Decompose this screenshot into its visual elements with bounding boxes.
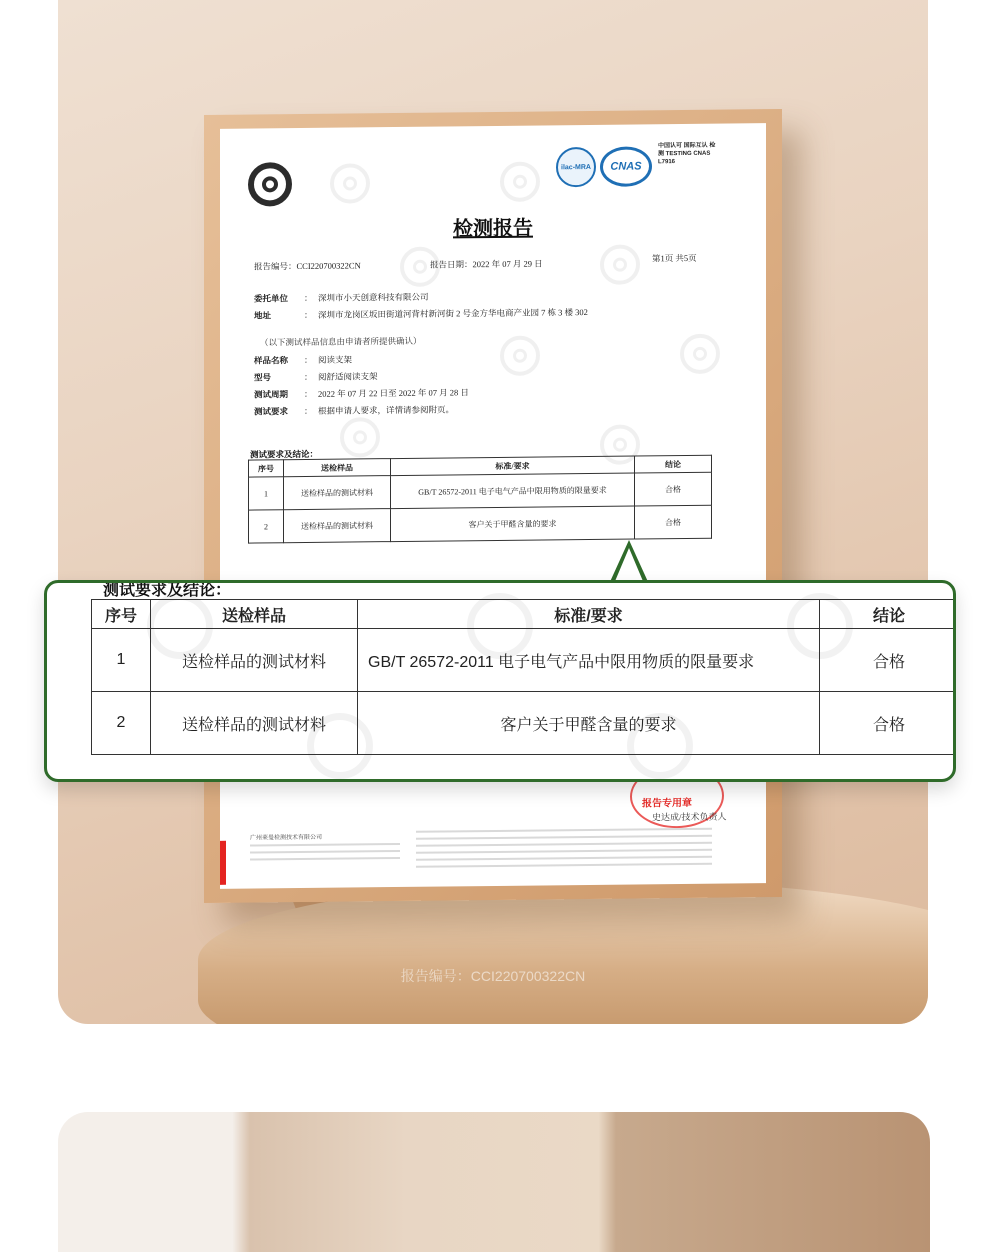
next-product-photo [58,1112,930,1252]
footer-company: 广州莱曼检测技术有限公司 [250,834,323,842]
results-table [91,599,956,755]
company-logo-icon [248,162,292,206]
results-heading: 测试要求及结论： [103,582,232,599]
cell-conclusion: 合格 [820,692,957,755]
watermark-icon [340,417,380,457]
watermark-icon [330,163,370,203]
col-header-standard: 标准/要求 [358,600,820,629]
col-header: 序号 [249,460,284,477]
test-requirement-value: 根据申请人要求，详情请参阅附页。 [318,404,455,416]
cell-sample: 送检样品的测试材料 [284,509,391,543]
watermark-icon [500,162,540,202]
model-value: 阅舒适阅读支架 [318,371,378,382]
col-header-no: 序号 [92,600,151,629]
address-value: 深圳市龙岗区坂田街道河背村新河街 2 号金方华电商产业园 7 栋 3 楼 302 [318,307,588,320]
col-header: 送检样品 [284,459,391,477]
cell-no: 2 [92,692,151,755]
cell-conclusion: 合格 [635,472,712,506]
certificate-frame [204,109,782,903]
client-info: 委托单位 ： 深圳市小天创意科技有限公司 地址 ： 深圳市龙岗区坂田街道河背村新河街 2 号金方华电商产业园 7 栋 3 楼 302 [254,287,588,324]
table-row [92,629,957,692]
address-label: 地址 [254,310,272,321]
cell-conclusion: 合格 [635,505,712,539]
cell-standard: 客户关于甲醛含量的要求 [391,506,635,542]
watermark-icon [600,244,640,284]
cell-standard: 客户关于甲醛含量的要求 [358,692,820,755]
client-value: 深圳市小天创意科技有限公司 [318,291,429,303]
col-header-sample: 送检样品 [151,600,358,629]
cell-no: 1 [249,477,284,510]
cell-sample: 送检样品的测试材料 [151,692,358,755]
test-period-value: 2022 年 07 月 22 日至 2022 年 07 月 28 日 [318,387,469,399]
page-info: 第1页 共5页 [652,252,697,264]
cell-standard: GB/T 26572-2011 电子电气产品中限用物质的限量要求 [358,629,820,692]
cell-sample: 送检样品的测试材料 [284,476,391,510]
results-heading-small: 测试要求及结论： [250,448,319,460]
test-requirement-label: 测试要求 [254,406,289,417]
col-header: 结论 [635,455,712,473]
signer-label: 史达成/技术负责人 [652,811,727,823]
results-zoom-callout [44,580,956,782]
results-table-small [248,455,712,544]
accent-bar [220,841,226,885]
footer-contact-lines [250,843,400,866]
col-header: 标准/要求 [391,456,635,476]
cell-no: 2 [249,510,284,543]
cell-standard: GB/T 26572-2011 电子电气产品中限用物质的限量要求 [391,473,635,509]
cnas-logo: CNAS [600,146,652,187]
footer-disclaimer [416,828,712,873]
ilac-mra-logo: ilac-MRA [556,147,596,187]
sample-info-note: （以下测试样品信息由申请者所提供确认） [260,335,422,348]
client-label: 委托单位 [254,293,289,304]
model-label: 型号 [254,372,272,383]
report-number: 报告编号：CCI220700322CN [254,260,361,272]
table-row [92,692,957,755]
sample-info: 样品名称 ： 阅读支架 型号 ： 阅舒适阅读支架 测试周期 ： 2022 年 07 月 22 日至 2022 年 07 月 28 日 测试要求 ： 根据申请人要求，详情请参阅附页。 [254,350,469,420]
cell-sample: 送检样品的测试材料 [151,629,358,692]
document-title: 检测报告 [453,217,533,241]
table-row [249,505,712,543]
watermark-icon [500,336,540,376]
report-date: 报告日期：2022 年 07 月 29 日 [430,258,543,270]
table-row [249,472,712,510]
col-header-conclusion: 结论 [820,600,957,629]
test-period-label: 测试周期 [254,389,289,400]
sample-name-value: 阅读支架 [318,354,353,365]
product-photo-scene [58,0,928,1024]
cell-conclusion: 合格 [820,629,957,692]
cnas-accreditation-text: 中国认可 国际互认 检测 TESTING CNAS L7916 [658,142,716,166]
watermark-icon [680,334,720,374]
cell-no: 1 [92,629,151,692]
sample-name-label: 样品名称 [254,355,289,366]
report-number-caption: 报告编号：CCI220700322CN [400,968,586,984]
stamp-label: 报告专用章 [642,797,692,810]
